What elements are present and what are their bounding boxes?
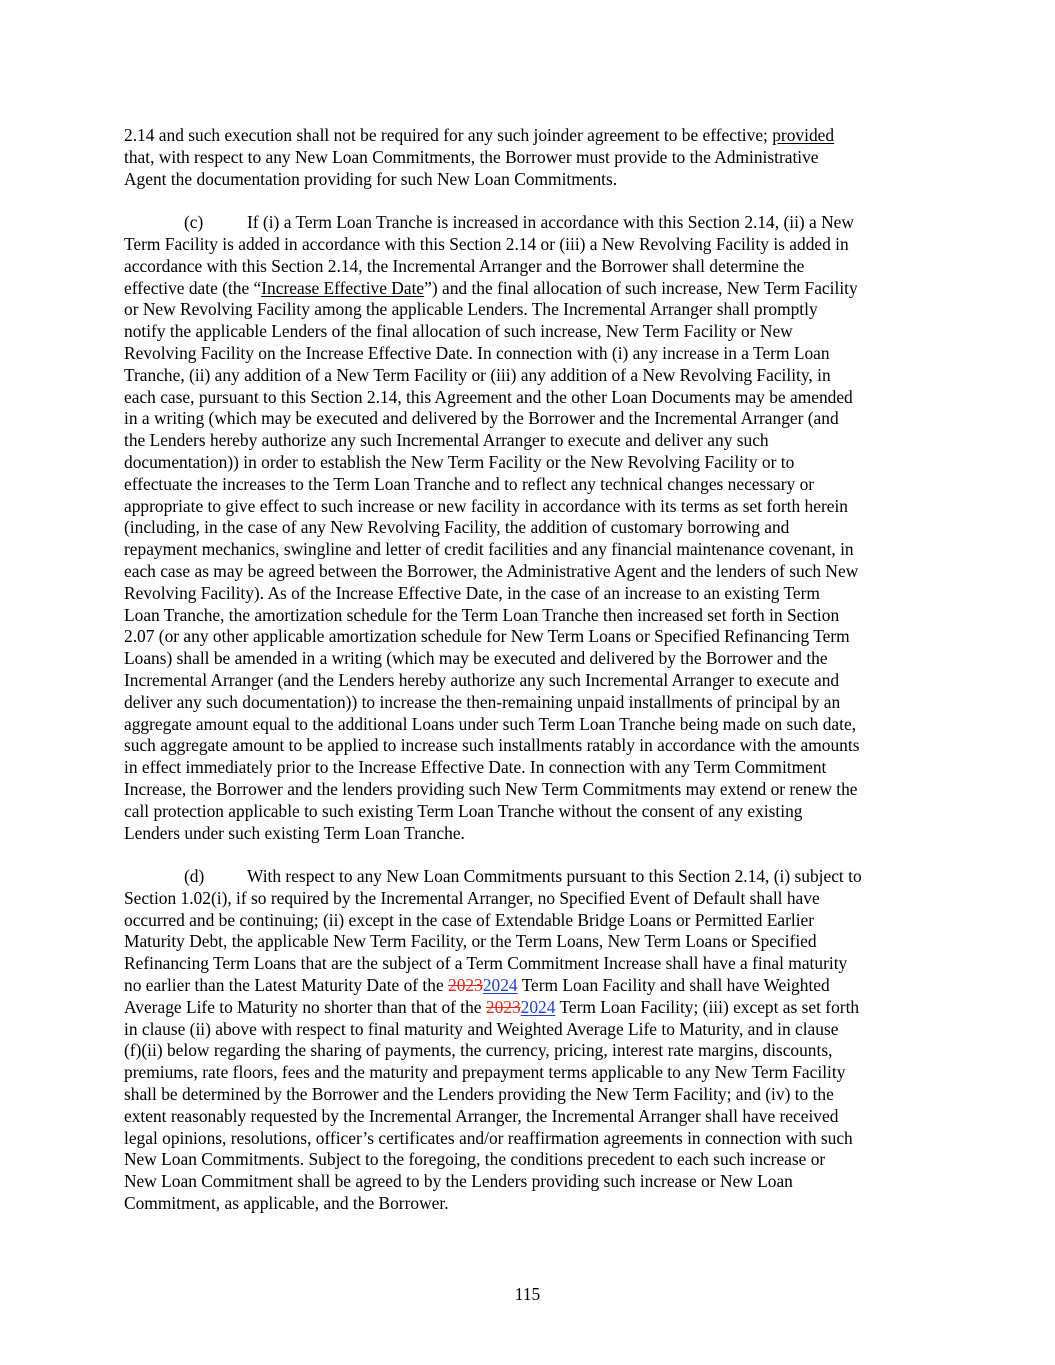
text-line: Refinancing Term Loans that are the subject of a Term Commitment Increase shall have a final maturity [124, 953, 848, 974]
text-line: 2.07 (or any other applicable amortization schedule for New Term Loans or Specified Refinancing Term [124, 626, 850, 647]
page-number: 115 [514, 1284, 541, 1304]
defined-term-increase-effective-date: Increase Effective Date [261, 277, 425, 298]
text-line: in effect immediately prior to the Increase Effective Date. In connection with any Term Commitment [124, 757, 827, 778]
text-line: in a writing (which may be executed and delivered by the Borrower and the Incremental Arranger (and [124, 408, 839, 429]
defined-term-provided: provided [772, 125, 835, 145]
text-line: aggregate amount equal to the additional Loans under such Term Loan Tranche being made on such date, [124, 713, 857, 734]
text-line: Loans) shall be amended in a writing (which may be executed and delivered by the Borrower and the [124, 648, 828, 669]
text-line: New Loan Commitment shall be agreed to by the Lenders providing such increase or New Loan [124, 1171, 793, 1192]
text-line: deliver any such documentation)) to increase the then-remaining unpaid installments of principal by an [124, 691, 841, 712]
text-line: Tranche, (ii) any addition of a New Term Facility or (iii) any addition of a New Revolving Facility, in [124, 364, 831, 385]
text-line: Average Life to Maturity no shorter than that of the 20232024 Term Loan Facility; (iii) except as set forth [124, 996, 860, 1017]
text-line: that, with respect to any New Loan Commitments, the Borrower must provide to the Administrative [124, 146, 819, 167]
text-line: each case, pursuant to this Section 2.14, this Agreement and the other Loan Documents may be amended [124, 386, 853, 407]
deleted-text: 2023 [448, 975, 483, 996]
body-text [124, 125, 932, 1215]
text-line: Lenders under such existing Term Loan Tranche. [124, 822, 465, 843]
text-line: (f)(ii) below regarding the sharing of payments, the currency, pricing, interest rate margins, discounts, [124, 1040, 833, 1061]
paragraph-c [124, 212, 932, 844]
text-line: (d) With respect to any New Loan Commitments pursuant to this Section 2.14, (i) subject to [184, 866, 862, 887]
text-line: Loan Tranche, the amortization schedule for the Term Loan Tranche then increased set forth in Section [124, 604, 840, 625]
text-line: appropriate to give effect to such increase or new facility in accordance with its terms as set forth herein [124, 495, 849, 516]
text-line: (including, in the case of any New Revolving Facility, the addition of customary borrowing and [124, 517, 790, 538]
text-line: Increase, the Borrower and the lenders providing such New Term Commitments may extend or renew the [124, 778, 858, 799]
text-line: Incremental Arranger (and the Lenders hereby authorize any such Incremental Arranger to execute and [124, 669, 840, 690]
text-line: occurred and be continuing; (ii) except in the case of Extendable Bridge Loans or Permitted Earlier [124, 909, 815, 930]
text-line: 2.14 and such execution shall not be required for any such joinder agreement to be effective; provided [124, 125, 835, 145]
text-line: Term Facility is added in accordance with this Section 2.14 or (iii) a New Revolving Facility is added in [124, 233, 849, 254]
text-line: repayment mechanics, swingline and letter of credit facilities and any financial maintenance covenant, in [124, 539, 854, 560]
text-line: notify the applicable Lenders of the final allocation of such increase, New Term Facility or New [124, 321, 793, 342]
text-line: (c) If (i) a Term Loan Tranche is increased in accordance with this Section 2.14, (ii) a New [184, 212, 854, 233]
text-line: extent reasonably requested by the Incremental Arranger, the Incremental Arranger shall have received [124, 1105, 839, 1126]
text-line: call protection applicable to such existing Term Loan Tranche without the consent of any existing [124, 800, 803, 821]
text-line: in clause (ii) above with respect to final maturity and Weighted Average Life to Maturity, and in clause [124, 1018, 839, 1039]
text-line: effectuate the increases to the Term Loan Tranche and to reflect any technical changes necessary or [124, 473, 815, 494]
text-line: effective date (the “Increase Effective Date”) and the final allocation of such increase, New Term Facility [124, 277, 858, 298]
text-line: Agent the documentation providing for such New Loan Commitments. [124, 168, 618, 189]
text-line: legal opinions, resolutions, officer’s certificates and/or reaffirmation agreements in connection with such [124, 1127, 853, 1148]
text-line: Section 1.02(i), if so required by the Incremental Arranger, no Specified Event of Default shall have [124, 887, 820, 908]
paragraph-d [124, 866, 932, 1215]
text-line: no earlier than the Latest Maturity Date of the 20232024 Term Loan Facility and shall have Weighted [124, 975, 830, 996]
text-line: Maturity Debt, the applicable New Term Facility, or the Term Loans, New Term Loans or Specified [124, 931, 817, 952]
text-line: documentation)) in order to establish the New Term Facility or the New Revolving Facility or to [124, 451, 795, 472]
paragraph-label: (c) [184, 212, 204, 233]
text-line: Commitment, as applicable, and the Borrower. [124, 1193, 449, 1214]
text-line: such aggregate amount to be applied to increase such installments ratably in accordance with the amounts [124, 735, 860, 756]
text-line: accordance with this Section 2.14, the Incremental Arranger and the Borrower shall determine the [124, 255, 805, 276]
deleted-text: 2023 [485, 996, 521, 1017]
text-line: New Loan Commitments. Subject to the foregoing, the conditions precedent to each such increase or [124, 1149, 826, 1170]
text-line: each case as may be agreed between the Borrower, the Administrative Agent and the lenders of such New [124, 560, 859, 581]
text-line: Revolving Facility). As of the Increase Effective Date, in the case of an increase to an existing Term [124, 582, 820, 603]
paragraph-b-tail [124, 125, 932, 190]
text-line: shall be determined by the Borrower and the Lenders providing the New Term Facility; and (iv) to the [124, 1084, 834, 1105]
text-line: Revolving Facility on the Increase Effective Date. In connection with (i) any increase in a Term Loan [124, 342, 830, 363]
text-line: premiums, rate floors, fees and the maturity and prepayment terms applicable to any New Term Facility [124, 1062, 846, 1083]
inserted-text: 2024 [520, 996, 556, 1017]
text-line: the Lenders hereby authorize any such Incremental Arranger to execute and deliver any such [124, 430, 769, 451]
inserted-text: 2024 [482, 975, 518, 996]
text-line: or New Revolving Facility among the applicable Lenders. The Incremental Arranger shall promptly [124, 299, 818, 320]
paragraph-label: (d) [184, 866, 205, 887]
